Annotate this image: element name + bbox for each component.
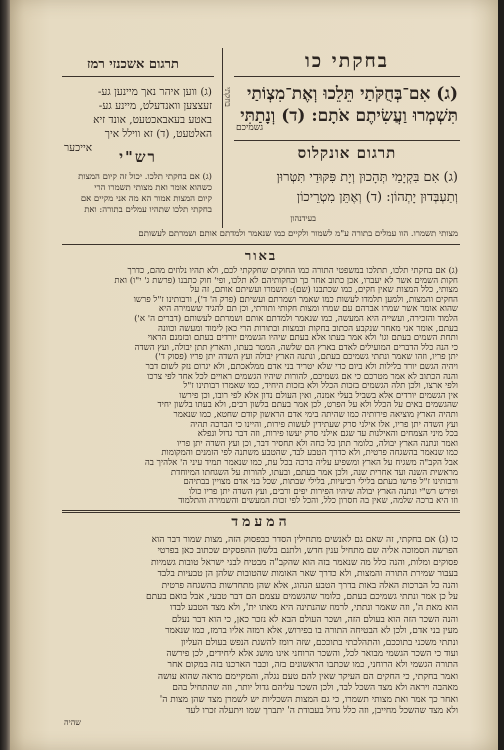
rashi-line: (ג) אם בחקתי תלכו. יכול זה קיום המצות: [78, 172, 212, 182]
biur-line: אין הגשמים יורדים אלא בשביל בעלי אמנה, ואין העולם נדון אלא לפי רובו, וכן פירשו: [179, 390, 458, 401]
yiddish-line: (ג) ווען איהר נאך מיינען גע-: [97, 86, 212, 98]
biur-line: ויהיה הגשם יורד בלילות ולא ביום כדי שלא יטריד בני אדם ממלאכתם, ולא יגרום נזק לשום דבר: [145, 362, 458, 372]
hamaamad-rule: [62, 510, 460, 511]
biur-line: בעתם, אומר אני מאחר שנקבע הכתוב בחקות ובמצות ובתורות הרי כאן לימוד ומעשה וכוונה: [158, 323, 458, 334]
biur-line: (ג) אם בחקתי תלכו, תתלכו במשפטי התורה כמו החוקים שחקקתי לכם, ולא תהיו נלוזים מהם, כדרך: [127, 266, 458, 276]
hamaamad-line: הפרשה הסמוכה אליה שם מתחיל ענין חדש, ולתנם בלשון ההפסקים שכתוב כאן בפרטי: [157, 546, 458, 557]
biur-line: מראשית השנה ועד אחרית שנה, ולכן אמר בעתם, ובעתו, להורות על השגחתו המיוחדת: [170, 467, 458, 478]
verse-marker: גשמיכם: [236, 123, 264, 133]
hamaamad-line: מאהבה ויראה ולא מצד השכל לבד, ולכן השכר עליהם גדול יותר, וזה שהתחיל בהם: [172, 683, 458, 694]
hamaamad-line: ואמר בחקתי, כי החקים הם העיקר שאין להם טעם נגלה, והמקיימם מראה שהוא עושה: [157, 671, 458, 682]
biur-title: באור: [244, 249, 278, 264]
biur-line: שהגשמים באים על הכלל ולא על הפרט, לכן אמר בעתם בלשון רבים, ולא בעתו בלשון יחיד: [157, 400, 458, 411]
hamaamad-rule-double: [62, 512, 460, 513]
page-edge: [498, 0, 504, 750]
biur-line: החקים והמצות, ולמען תלמדו לעשות כמו שאמר ושמרתם ועשיתם (פרק ה' ד'), ורבותינו ז"ל פרשו: [133, 294, 458, 305]
hamaamad-line: ועוד כי השכר הגשמי מבואר לכל, והשכר הרוחני אינו מושג אלא ליחידים, לכן פירשה: [166, 649, 458, 659]
header-divider-left: [62, 76, 214, 77]
header-divider-right: [234, 76, 460, 77]
hamaamad-line: הוא מאת ה', וזה שאמר ונתתי, לרמוז שהנתינה היא מאתו ית', ולא מצד הטבע לבדו: [170, 603, 458, 614]
side-label: בחקתי: [223, 87, 232, 107]
yiddish-line: אייכער: [64, 142, 93, 154]
biur-line: שהוא אומר אשר שמרו אברהם עם שמרו ומצות חקותי ותורתי, וכן תם להגיד ששמירה היא: [158, 304, 458, 315]
biur-line: אבל הקב"ה משגיח על הארץ ומשפיע עליה ברכה בכל עת, כמו שנאמר תמיד עיני ה' אלהיך בה: [144, 458, 458, 468]
catchword: שהיה: [64, 718, 81, 727]
hamaamad-line: פסוקים ומלות, והנה כלל מה שנאמר בזה הוא שהקב"ה מבטיח לבני ישראל טובות גשמיות: [150, 557, 458, 568]
biur-rule: [62, 244, 460, 245]
hamaamad-line: כו (ג) אם בחקתי, זה שאם גם לאנשים מתחילין הסדר כבפסוק הזה, מצות שמור דבר הוא: [151, 535, 458, 545]
hamaamad-title: המעמד: [231, 514, 291, 530]
yiddish-translation-header: תרגום אשכנזי רמז: [87, 57, 179, 72]
biur-line: ותחת השמים בעתם וגו' ולא אמר בעתו אלא בעתם שיהיו הגשמים יורדים בעתם ובזמנם הראוי: [147, 333, 458, 344]
biur-line: ופירש רש"י ונתנה הארץ יבולה שיהיו הפירות יפים ורבים, ועץ השדה יתן פריו כולו: [188, 486, 458, 497]
rashi-line: כשהוא אומר ואת מצותי תשמרו הרי: [94, 183, 212, 193]
verse-line: תִּשְׁמְרוּ וַעֲשִׂיתֶם אֹתָם: (ד) וְנָתַתִּי: [240, 106, 458, 126]
hamaamad-line: והנה השכר הזה הוא בעולם הזה, ושכר העולם הבא לא נזכר כאן, כי הוא דבר נעלם: [171, 614, 458, 625]
rashi-title: רש"י: [119, 148, 157, 166]
hamaamad-line: מעין בני אדם, ולכן לא הבטיחה התורה בו בפירוש, אלא רמזה אליו ברמז, כמו שנאמר: [165, 626, 458, 637]
book-spine: [0, 0, 10, 750]
hamaamad-line: על כן אמר ונתתי גשמיכם בעתם, כלומר שהגשמים עצמם הם דבר טבעי, אבל בואם בעתם: [146, 592, 458, 602]
biur-line: ותהיה הארץ מוציאה פירותיה כמו שהיתה בימי אדם הראשון קודם שחטא, כמו שנאמר: [173, 410, 458, 420]
onkelos-line: (ג) אִם בִּקְיָמַי תְּהָכוּן וְיָת פִּקּוּדַי תִּטְּרוּן: [276, 170, 458, 185]
onkelos-title: תרגום אונקלוס: [297, 144, 397, 162]
biur-line: וזו היא ברכה שלמה, שאין בה חסרון כלל, והכל לפי זכות המעשים והשמירה והתלמוד: [178, 496, 458, 507]
biur-line: והנה הכתוב לא אמר מטרכם כי אם גשמיכם, להורות שיהיו הגשמים ראויים לכל אחד לפי צרכו: [147, 371, 458, 382]
hamaamad-line: ונתתי משכני בתוככם, והתהלכתי בתוככם, שזה רומז להשגת הנפש בעולם העליון: [180, 637, 458, 648]
onkelos-rule: [234, 140, 460, 141]
rashi-line: קיום המצות אמור הא מה אני מקיים אם: [80, 194, 212, 204]
parasha-chapter-header: בחקתי כו: [305, 50, 389, 72]
hamaamad-line: ואחר כך אמר ואת מצותי תשמרו, כי גם המצות השכליות יש לשמרן מצד שהן מצות ה': [159, 694, 458, 705]
biur-line: ועץ השדה יתן פריו, אלו אילני סרק שעתידין לעשות פירות, והיינו כי הברכה תהיה: [190, 419, 458, 430]
onkelos-line: וְתַעְבְּדוּן יָתְהוֹן: (ד) וְאֶתֵּן מִטְרֵיכוֹן: [296, 190, 458, 205]
biur-line: הלמוד והזכירה, ועשייה היא המעשה, כמו שנאמר ולמדתם אותם ושמרתם לעשותם (דברים ה' א'): [134, 314, 458, 324]
hamaamad-line: ולא מצד שהשכל מחייבן, וזה כלל גדול בעבודת ה' יתברך שמו ויתעלה זכרו לעד: [186, 706, 458, 716]
biur-line: ורבותינו ז"ל פרשו בעתם בלילי רביעיות, בלילי שבתות, שכל בני אדם מצויין בבתיהם: [183, 477, 458, 488]
biur-line: בכל מיני הצמחים והאילנות עד שגם אילני סרק יעשו פירות, וזה דבר גדול ונפלא: [197, 429, 458, 440]
hamaamad-line: והנה כל הברכות האלה באות בדרך הטבע הנהוג, אלא שהן מתחדשות בהשגחה פרטית: [161, 580, 458, 591]
onkelos-marker: בעידנהון: [290, 214, 316, 223]
hamaamad-line: התורה הגשמי ולא הרוחני, כמו שכתבו הראשונים בזה, וכבר הארכנו בזה במקום אחר: [167, 660, 458, 671]
biur-line: יתן פריו, וזהו שאמר ונתתי גשמיכם בעתם, ונתנה הארץ יבולה ועץ השדה יתן פריו (פסוק ד'): [155, 352, 458, 363]
yiddish-line: האלטעט, (ד) זא ווילל איך: [104, 128, 212, 140]
yiddish-line: זעצצען וואנדעלט, מיינע גע-: [98, 100, 212, 112]
biur-line: חקות השמים אשר לא יעברו, אכן כתוב אחר כך ובחקותיהם לא תלכו, ופי' חוק כתבנו (פרשת ג' י"ו) ואת: [114, 275, 458, 286]
biur-line: כמו שנאמר בהשגחה פרטית, ולא כדרך הטבע לבד, שהטבע משתנה לפי הזמנים והמקומות: [161, 448, 458, 459]
rashi-continuation: מצותי תשמרו. הוו עמלים בתורה ע"מ לשמור ולקיים כמו שנאמר ולמדתם אותם ושמרתם לעשותם: [138, 229, 458, 239]
biur-line: ולפי ארצו, ולכן תלה הגשמים בזכות הכלל ולא בזכות היחיד, כמו שאמרו רבותינו ז"ל: [183, 381, 458, 392]
verse-line: (ג) אִם־בְּחֻקֹּתַי תֵּלֵכוּ וְאֶת־מִצְוֹתַי: [247, 84, 458, 104]
yiddish-line: באטע בעאבאכטעט, אונד זיא: [93, 114, 212, 126]
rashi-line: בחקתי תלכו שתהיו עמלים בתורה: ואת: [84, 205, 212, 215]
biur-line: מצותי, כלל המצות שאין חקים, כמו שכתבנו (שם): תשמרו ועשיתם אותם, זה על: [190, 285, 458, 296]
biur-line: ואמר ונתנה הארץ יבולה, כלומר תתן כל כחה ולא תחסיר דבר, וכן ועץ השדה יתן פריו: [177, 438, 458, 449]
hamaamad-line: בעבור שמירת התורה והמצות, ולא כדרך שאר האומות שהטובות שלהן הן טבעיות בלבד: [157, 569, 458, 580]
biur-line: כי הנה כלל הדברים המועילים לאדם בארץ הם שלשה, המטר בעתו, והארץ תתן יבולה, ועץ השדה: [134, 342, 458, 353]
